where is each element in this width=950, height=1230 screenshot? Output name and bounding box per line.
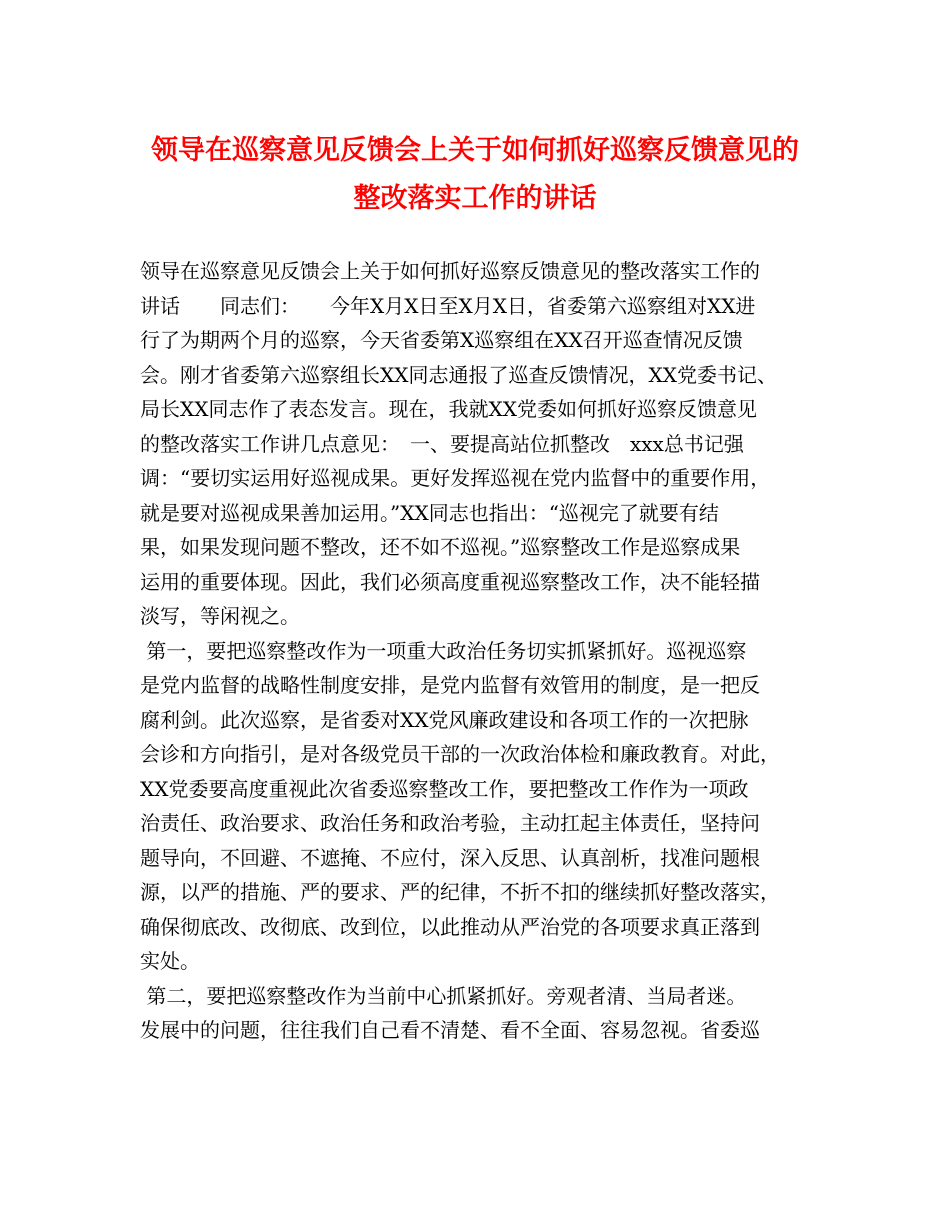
body-line: 调：“要切实运用好巡视成果。更好发挥巡视在党内监督中的重要作用， [140, 466, 771, 490]
body-line: 运用的重要体现。因此，我们必须高度重视巡察整改工作，决不能轻描 [140, 570, 760, 594]
body-line: 腐利剑。此次巡察，是省委对XX党风廉政建设和各项工作的一次把脉 [140, 708, 749, 732]
body-line: 源，以严的措施、严的要求、严的纪律，不折不扣的继续抓好整改落实， [140, 880, 780, 904]
body-line: 果，如果发现问题不整改，还不如不巡视。”巡察整改工作是巡察成果 [140, 535, 741, 559]
body-line: 行了为期两个月的巡察，今天省委第X巡察组在XX召开巡查情况反馈 [140, 328, 743, 352]
body-line: 淡写，等闲视之。 [140, 604, 300, 628]
body-line: 会。刚才省委第六巡察组长XX同志通报了巡查反馈情况，XX党委书记、 [140, 363, 777, 387]
body-line: 是党内监督的战略性制度安排，是党内监督有效管用的制度，是一把反 [140, 673, 760, 697]
document-title-line-1: 领导在巡察意见反馈会上关于如何抓好巡察反馈意见的 [151, 135, 799, 166]
body-line: 的整改落实工作讲几点意见： 一、要提高站位抓整改 xxx总书记强 [140, 432, 744, 456]
body-line: 讲话 同志们： 今年X月X日至X月X日，省委第六巡察组对XX进 [140, 294, 756, 318]
body-line: 第一，要把巡察整改作为一项重大政治任务切实抓紧抓好。巡视巡察 [140, 639, 747, 663]
body-line: 会诊和方向指引，是对各级党员干部的一次政治体检和廉政教育。对此， [140, 742, 780, 766]
body-line: XX党委要高度重视此次省委巡察整改工作，要把整改工作作为一项政 [140, 777, 749, 801]
body-line: 局长XX同志作了表态发言。现在，我就XX党委如何抓好巡察反馈意见 [140, 397, 757, 421]
body-line: 实处。 [140, 949, 200, 973]
document-title-line-2: 整改落实工作的讲话 [353, 183, 597, 214]
body-line: 领导在巡察意见反馈会上关于如何抓好巡察反馈意见的整改落实工作的 [140, 259, 760, 283]
body-line: 发展中的问题，往往我们自己看不清楚、看不全面、容易忽视。省委巡 [140, 1018, 760, 1042]
body-line: 题导向，不回避、不遮掩、不应付，深入反思、认真剖析，找准问题根 [140, 846, 760, 870]
body-line: 确保彻底改、改彻底、改到位，以此推动从严治党的各项要求真正落到 [140, 915, 760, 939]
body-line: 就是要对巡视成果善加运用。”XX同志也指出：“巡视完了就要有结 [140, 501, 719, 525]
body-line: 治责任、政治要求、政治任务和政治考验，主动扛起主体责任，坚持问 [140, 811, 760, 835]
body-line: 第二，要把巡察整改作为当前中心抓紧抓好。旁观者清、当局者迷。 [140, 984, 747, 1008]
